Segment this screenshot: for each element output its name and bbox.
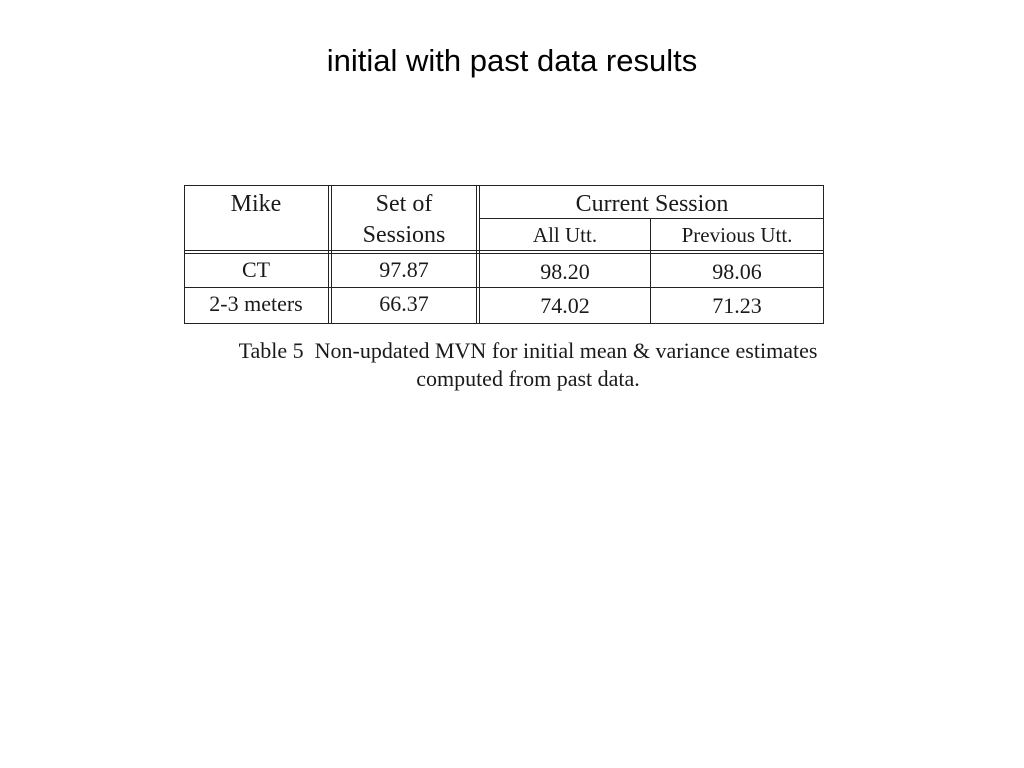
caption-line-1: Table 5 Non-updated MVN for initial mean & variance estimates <box>238 338 818 363</box>
header-previous-utt: Previous Utt. <box>681 223 793 247</box>
header-separator <box>184 250 824 251</box>
results-table <box>184 185 824 324</box>
header-speaker: Mike <box>230 191 282 217</box>
header-all-utt: All Utt. <box>532 223 598 247</box>
row-1-condition: CT <box>241 257 271 282</box>
row-separator <box>184 287 824 288</box>
caption-line-2: computed from past data. <box>416 366 640 391</box>
row-2-set-of-sessions: 66.37 <box>379 291 429 316</box>
header-current-session: Current Session <box>575 191 729 217</box>
header-set-of-sessions-line1: Set of <box>375 191 433 217</box>
column-divider-1a <box>328 185 329 324</box>
slide-title: initial with past data results <box>326 43 698 78</box>
header-separator-double <box>184 253 824 254</box>
header-set-of-sessions-line2: Sessions <box>362 222 446 248</box>
column-divider-2a <box>476 185 477 324</box>
row-2-condition: 2-3 meters <box>209 291 303 316</box>
table-caption <box>184 337 872 393</box>
row-2-all-utt: 74.02 <box>540 293 590 318</box>
table-border-top <box>184 185 824 186</box>
table-border-bottom <box>184 323 824 324</box>
row-2-previous-utt: 71.23 <box>712 293 762 318</box>
row-1-set-of-sessions: 97.87 <box>379 257 429 282</box>
row-1-all-utt: 98.20 <box>540 259 590 284</box>
row-1-previous-utt: 98.06 <box>712 259 762 284</box>
